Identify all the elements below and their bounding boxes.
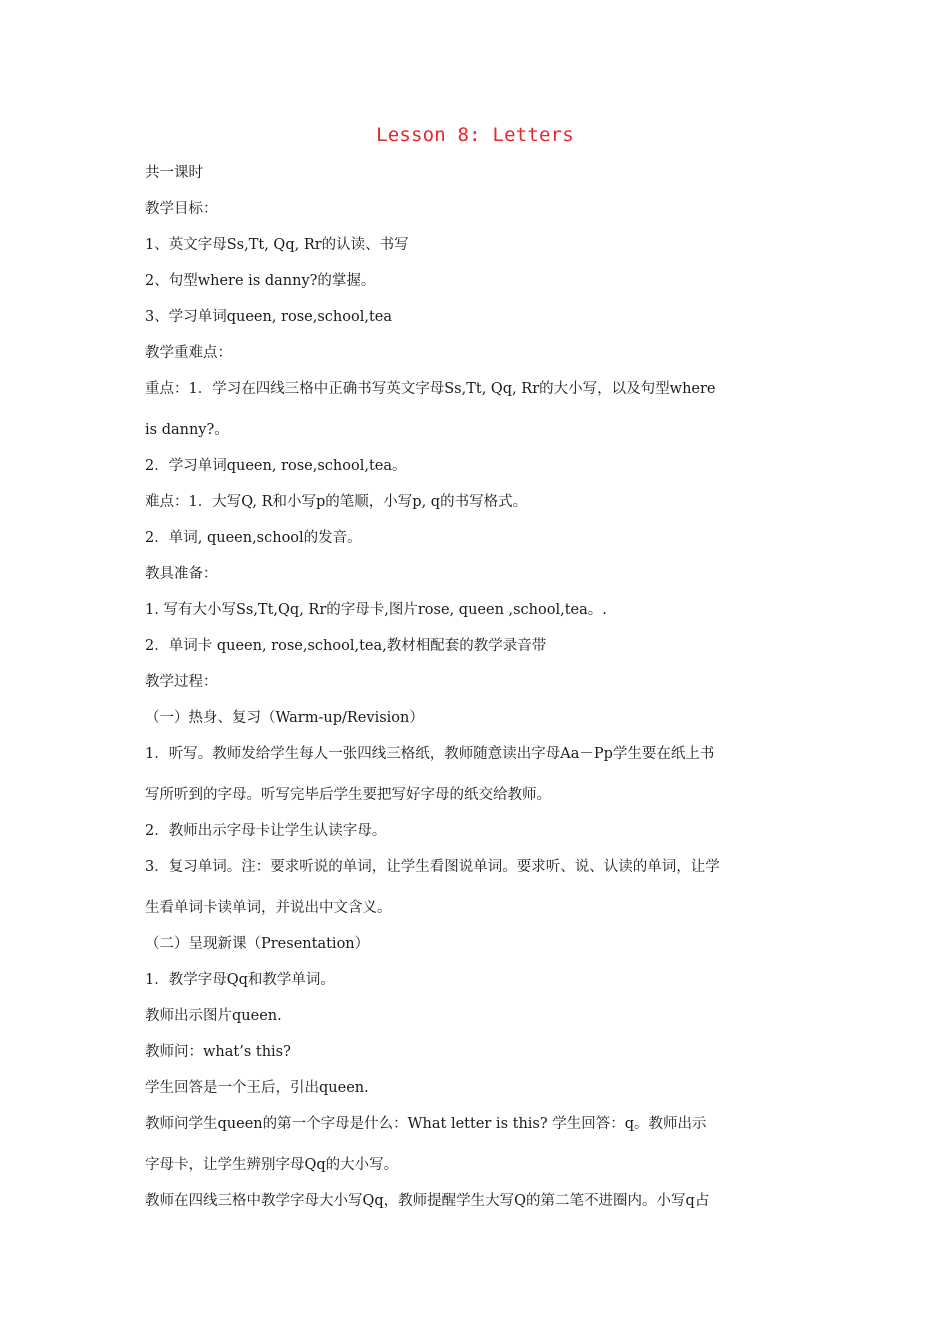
document-title: Lesson 8: Letters	[376, 124, 574, 146]
text-line: （一）热身、复习（Warm-up/Revision）	[145, 710, 424, 726]
text-line: 2．单词卡 queen, rose,school,tea,教材相配套的教学录音带	[145, 638, 547, 654]
text-line: 教师问学生queen的第一个字母是什么：What letter is this? 学生回答：q。教师出示	[145, 1116, 707, 1132]
text-line: 重点：1．学习在四线三格中正确书写英文字母Ss,Tt, Qq, Rr的大小写，以及句型where	[145, 381, 716, 397]
text-line: （二）呈现新课（Presentation）	[145, 936, 370, 952]
text-line: 3、学习单词queen, rose,school,tea	[145, 309, 393, 325]
text-line: 学生回答是一个王后，引出queen.	[145, 1080, 369, 1096]
text-line: 教具准备：	[145, 566, 218, 582]
text-line: 2．学习单词queen, rose,school,tea。	[145, 458, 407, 474]
text-line: 写所听到的字母。听写完毕后学生要把写好字母的纸交给教师。	[145, 787, 551, 803]
text-line: 难点：1．大写Q, R和小写p的笔顺，小写p, q的书写格式。	[145, 494, 528, 510]
text-line: 3．复习单词。注：要求听说的单词，让学生看图说单词。要求听、说、认读的单词，让学	[145, 859, 720, 875]
text-line: 字母卡，让学生辨别字母Qq的大小写。	[145, 1157, 399, 1173]
text-line: 教师出示图片queen.	[145, 1008, 282, 1024]
text-line: 2．单词, queen,school的发音。	[145, 530, 362, 546]
text-line: 教师问：what’s this?	[145, 1044, 291, 1060]
text-line: 1. 写有大小写Ss,Tt,Qq, Rr的字母卡,图片rose, queen ,school,tea。.	[145, 602, 607, 618]
text-line: 生看单词卡读单词，并说出中文含义。	[145, 900, 392, 916]
text-line: 教学重难点：	[145, 345, 232, 361]
text-line: 2、句型where is danny?的掌握。	[145, 273, 376, 289]
text-line: 1．教学字母Qq和教学单词。	[145, 972, 335, 988]
text-line: 1、英文字母Ss,Tt, Qq, Rr的认读、书写	[145, 237, 409, 253]
text-line: 2．教师出示字母卡让学生认读字母。	[145, 823, 387, 839]
text-line: 1．听写。教师发给学生每人一张四线三格纸，教师随意读出字母Aa－Pp学生要在纸上书	[145, 746, 715, 762]
text-line: 教学目标：	[145, 201, 218, 217]
text-line: is danny?。	[145, 422, 229, 438]
text-line: 教师在四线三格中教学字母大小写Qq，教师提醒学生大写Q的第二笔不进圈内。小写q占	[145, 1193, 710, 1209]
text-line: 教学过程：	[145, 674, 218, 690]
text-line: 共一课时	[145, 165, 203, 181]
